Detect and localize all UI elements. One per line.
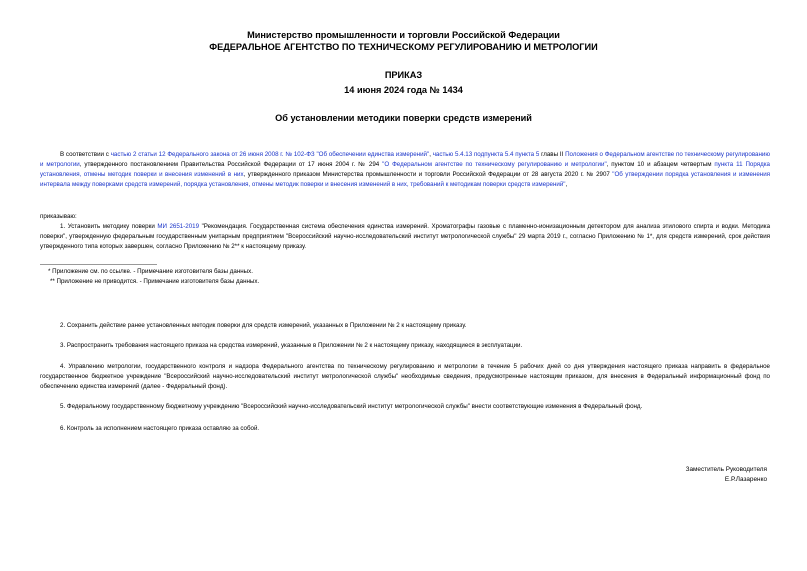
item-1-text: "Рекомендация. Государственная система обеспечения единства измерений. Хроматографы газовые с пламенно-ионизационным детектором для анализа этилового спирта и водки. Методика поверки", утвержденную федеральным государственным унитарным предприятием "Всероссийский научно-исследовательский институт метрологической службы" 29 марта 2019 г., согласно Приложению № 1*, для средств измерений, срок действия утвержденного типа которых завершен, согласно Приложению № 2** к настоящему приказу.	[40, 223, 771, 250]
footnote-divider	[40, 264, 157, 265]
item-2-text: 2. Сохранить действие ранее установленных методик поверки для средств измерений, указанных в Приложении № 2 к настоящему приказу.	[60, 322, 467, 329]
doc-type-heading: ПРИКАЗ	[384, 70, 423, 80]
preamble-text: , пунктом 10 и абзацем четвертым	[606, 161, 715, 168]
item-5-text: 5. Федеральному государственному бюджетному учреждению "Всероссийский научно-исследовательский институт метрологической службы" внести соответствующие изменения в Федеральный фонд.	[60, 403, 643, 410]
item-5	[40, 402, 770, 412]
preamble-text: ,	[565, 181, 568, 188]
footnote-1: * Приложение см. по ссылке. - Примечание изготовителя базы данных.	[48, 268, 253, 275]
link-procedure-point[interactable]: пункта 11 Порядка установления, отмены методик поверки и внесения изменений в них	[40, 161, 770, 178]
orders-label: приказываю:	[40, 213, 77, 220]
item-3-text: 3. Распространить требования настоящего приказа на средства измерений, указанные в Приложении № 2 к настоящему приказу, находящиеся в эксплуатации.	[60, 342, 523, 349]
item-6	[40, 424, 770, 434]
item-1	[40, 222, 770, 252]
item-4-text: 4. Управлению метрологии, государственного контроля и надзора Федерального агентства по техническому регулированию и метрологии в течение 5 рабочих дней со дня утверждения настоящего приказа направить в федеральное государственное бюджетное учреждение "Всероссийский научно-исследовательский институт метрологической службы" необходимые сведения, предусмотренные настоящим приказом, для внесения в Федеральный информационный фонд по обеспечению единства измерений (далее - Федеральный фонд).	[40, 363, 770, 390]
link-regulation[interactable]: Положения о Федеральном агентстве по техническому регулированию и метрологии	[40, 151, 770, 168]
preamble-text: , утвержденного постановлением Правительства Российской Федерации от 17 июня 2004 г. № 294	[79, 161, 383, 168]
doc-title: Об установлении методики поверки средств измерений	[275, 113, 532, 123]
link-mi-2651[interactable]: МИ 2651-2019	[157, 223, 200, 230]
item-1-text: 1. Установить методику поверки	[60, 223, 158, 230]
ministry-heading: Министерство промышленности и торговли Российской Федерации	[247, 30, 560, 40]
link-federal-law[interactable]: частью 2 статьи 12 Федерального закона от 26 июня 2008 г. № 102-ФЗ "Об обеспечении единства измерений"	[110, 151, 430, 158]
item-2	[40, 321, 770, 331]
preamble-text: главы II	[539, 151, 566, 158]
link-order-2907[interactable]: "Об утверждении порядка установления и изменения интервала между поверками средств измерений, порядка установления, отмены методик поверки и внесения изменений в них, требований к методикам поверки средств измерений"	[40, 171, 771, 188]
preamble-text: ,	[429, 151, 433, 158]
footnote-2: ** Приложение не приводится. - Примечание изготовителя базы данных.	[50, 278, 260, 285]
signature-position: Заместитель Руководителя	[685, 466, 767, 473]
link-decree[interactable]: "О Федеральном агентстве по техническому регулированию и метрологии"	[382, 161, 607, 168]
item-3	[40, 341, 770, 351]
link-subpoint[interactable]: частью 5.4.13 подпункта 5.4 пункта 5	[432, 151, 540, 158]
item-6-text: 6. Контроль за исполнением настоящего приказа оставляю за собой.	[60, 425, 260, 432]
preamble-text: В соответствии с	[60, 151, 111, 158]
signature-name: Е.Р.Лазаренко	[724, 476, 767, 483]
preamble-text: , утвержденного приказом Министерства промышленности и торговли Российской Федерации от 28 августа 2020 г. № 2907	[243, 171, 613, 178]
preamble-paragraph	[40, 150, 770, 190]
item-4	[40, 362, 770, 392]
agency-heading: ФЕДЕРАЛЬНОЕ АГЕНТСТВО ПО ТЕХНИЧЕСКОМУ РЕГУЛИРОВАНИЮ И МЕТРОЛОГИИ	[209, 42, 598, 52]
date-number: 14 июня 2024 года № 1434	[344, 85, 463, 95]
